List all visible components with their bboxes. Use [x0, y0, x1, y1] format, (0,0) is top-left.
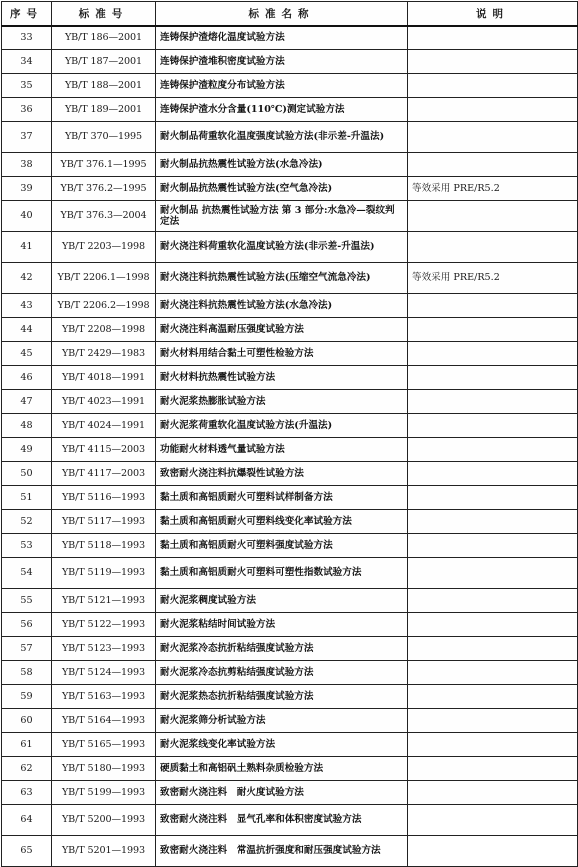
row-standard-name: 耐火材料用结合黏土可塑性检验方法 — [156, 342, 408, 366]
row-note — [408, 318, 578, 342]
row-standard-code: YB/T 5124—1993 — [52, 661, 156, 685]
row-note — [408, 201, 578, 232]
row-note: 等效采用 PRE/R5.2 — [408, 263, 578, 294]
row-note — [408, 366, 578, 390]
row-standard-code: YB/T 5119—1993 — [52, 558, 156, 589]
row-standard-code: YB/T 4018—1991 — [52, 366, 156, 390]
table-row — [2, 390, 578, 414]
table-row — [2, 805, 578, 836]
row-note — [408, 534, 578, 558]
table-row — [2, 318, 578, 342]
row-standard-name: 耐火泥浆热膨胀试验方法 — [156, 390, 408, 414]
row-standard-name: 耐火浇注料抗热震性试验方法(压缩空气流急冷法) — [156, 263, 408, 294]
row-index: 60 — [2, 709, 52, 733]
row-standard-code: YB/T 376.3—2004 — [52, 201, 156, 232]
row-index: 33 — [2, 26, 52, 50]
row-standard-code: YB/T 5165—1993 — [52, 733, 156, 757]
row-index: 56 — [2, 613, 52, 637]
table-row — [2, 294, 578, 318]
table-row — [2, 26, 578, 50]
table-row — [2, 98, 578, 122]
row-standard-code: YB/T 4115—2003 — [52, 438, 156, 462]
row-standard-code: YB/T 4024—1991 — [52, 414, 156, 438]
row-index: 51 — [2, 486, 52, 510]
row-standard-name: 黏土质和高铝质耐火可塑料试样制备方法 — [156, 486, 408, 510]
row-standard-code: YB/T 5200—1993 — [52, 805, 156, 836]
table-row — [2, 438, 578, 462]
row-standard-code: YB/T 2206.2—1998 — [52, 294, 156, 318]
row-standard-code: YB/T 376.2—1995 — [52, 177, 156, 201]
row-index: 55 — [2, 589, 52, 613]
header-name: 标准名称 — [156, 2, 408, 26]
table-row — [2, 781, 578, 805]
header-note: 说明 — [408, 2, 578, 26]
row-note — [408, 781, 578, 805]
row-index: 47 — [2, 390, 52, 414]
row-index: 46 — [2, 366, 52, 390]
row-standard-code: YB/T 5180—1993 — [52, 757, 156, 781]
table-row — [2, 462, 578, 486]
row-standard-name: 耐火制品 抗热震性试验方法 第 3 部分:水急冷—裂纹判定法 — [156, 201, 408, 232]
table-row — [2, 661, 578, 685]
row-note — [408, 98, 578, 122]
table-row — [2, 709, 578, 733]
header-code: 标准号 — [52, 2, 156, 26]
table-row — [2, 589, 578, 613]
row-note — [408, 613, 578, 637]
table-row — [2, 733, 578, 757]
row-standard-name: 耐火泥浆荷重软化温度试验方法(升温法) — [156, 414, 408, 438]
row-note — [408, 757, 578, 781]
row-standard-name: 连铸保护渣堆积密度试验方法 — [156, 50, 408, 74]
table-row — [2, 558, 578, 589]
standards-table — [1, 1, 578, 867]
table-header — [2, 2, 578, 26]
row-standard-code: YB/T 186—2001 — [52, 26, 156, 50]
table-row — [2, 510, 578, 534]
row-note — [408, 462, 578, 486]
row-standard-name: 耐火浇注料高温耐压强度试验方法 — [156, 318, 408, 342]
row-standard-name: 功能耐火材料透气量试验方法 — [156, 438, 408, 462]
row-standard-code: YB/T 2429—1983 — [52, 342, 156, 366]
row-note — [408, 390, 578, 414]
row-index: 42 — [2, 263, 52, 294]
table-body — [2, 26, 578, 867]
table-row — [2, 342, 578, 366]
row-index: 36 — [2, 98, 52, 122]
row-note — [408, 294, 578, 318]
row-standard-name: 耐火制品抗热震性试验方法(水急冷法) — [156, 153, 408, 177]
row-note — [408, 232, 578, 263]
row-standard-name: 耐火材料抗热震性试验方法 — [156, 366, 408, 390]
row-standard-name: 致密耐火浇注料 耐火度试验方法 — [156, 781, 408, 805]
table-row — [2, 836, 578, 867]
row-standard-code: YB/T 376.1—1995 — [52, 153, 156, 177]
row-index: 45 — [2, 342, 52, 366]
row-standard-name: 耐火制品抗热震性试验方法(空气急冷法) — [156, 177, 408, 201]
row-index: 43 — [2, 294, 52, 318]
table-row — [2, 74, 578, 98]
table-row — [2, 637, 578, 661]
row-note — [408, 589, 578, 613]
row-standard-code: YB/T 2206.1—1998 — [52, 263, 156, 294]
row-note — [408, 558, 578, 589]
row-index: 34 — [2, 50, 52, 74]
row-index: 58 — [2, 661, 52, 685]
row-note — [408, 438, 578, 462]
row-standard-code: YB/T 188—2001 — [52, 74, 156, 98]
row-standard-name: 黏土质和高铝质耐火可塑料强度试验方法 — [156, 534, 408, 558]
table-row — [2, 122, 578, 153]
row-index: 41 — [2, 232, 52, 263]
row-standard-name: 耐火泥浆稠度试验方法 — [156, 589, 408, 613]
row-standard-name: 耐火制品荷重软化温度强度试验方法(非示差-升温法) — [156, 122, 408, 153]
table-row — [2, 153, 578, 177]
row-standard-code: YB/T 5121—1993 — [52, 589, 156, 613]
row-standard-name: 耐火泥浆粘结时间试验方法 — [156, 613, 408, 637]
row-standard-name: 耐火浇注料荷重软化温度试验方法(非示差-升温法) — [156, 232, 408, 263]
row-index: 52 — [2, 510, 52, 534]
row-note — [408, 26, 578, 50]
row-standard-code: YB/T 5118—1993 — [52, 534, 156, 558]
row-index: 64 — [2, 805, 52, 836]
row-index: 53 — [2, 534, 52, 558]
table-row — [2, 534, 578, 558]
row-standard-code: YB/T 5122—1993 — [52, 613, 156, 637]
row-note — [408, 685, 578, 709]
row-note — [408, 414, 578, 438]
table-row — [2, 201, 578, 232]
table-row — [2, 757, 578, 781]
row-index: 65 — [2, 836, 52, 867]
row-note — [408, 486, 578, 510]
row-standard-code: YB/T 187—2001 — [52, 50, 156, 74]
header-row — [2, 2, 578, 26]
row-index: 62 — [2, 757, 52, 781]
header-index: 序号 — [2, 2, 52, 26]
row-note — [408, 510, 578, 534]
table-row — [2, 177, 578, 201]
row-standard-name: 连铸保护渣熔化温度试验方法 — [156, 26, 408, 50]
row-note — [408, 733, 578, 757]
row-standard-name: 硬质黏土和高铝矾土熟料杂质检验方法 — [156, 757, 408, 781]
table-row — [2, 486, 578, 510]
row-standard-name: 耐火泥浆冷态抗折粘结强度试验方法 — [156, 637, 408, 661]
row-standard-code: YB/T 5199—1993 — [52, 781, 156, 805]
row-standard-code: YB/T 4023—1991 — [52, 390, 156, 414]
row-standard-code: YB/T 4117—2003 — [52, 462, 156, 486]
row-note — [408, 50, 578, 74]
row-index: 44 — [2, 318, 52, 342]
row-index: 54 — [2, 558, 52, 589]
row-index: 38 — [2, 153, 52, 177]
row-index: 63 — [2, 781, 52, 805]
row-standard-name: 致密耐火浇注料抗爆裂性试验方法 — [156, 462, 408, 486]
row-note — [408, 122, 578, 153]
row-note — [408, 661, 578, 685]
table-row — [2, 50, 578, 74]
row-note — [408, 805, 578, 836]
row-standard-name: 耐火浇注料抗热震性试验方法(水急冷法) — [156, 294, 408, 318]
row-standard-code: YB/T 2203—1998 — [52, 232, 156, 263]
row-note — [408, 153, 578, 177]
row-standard-code: YB/T 5163—1993 — [52, 685, 156, 709]
row-standard-name: 黏土质和高铝质耐火可塑料线变化率试验方法 — [156, 510, 408, 534]
table-row — [2, 366, 578, 390]
row-standard-name: 黏土质和高铝质耐火可塑料可塑性指数试验方法 — [156, 558, 408, 589]
row-standard-name: 致密耐火浇注料 显气孔率和体积密度试验方法 — [156, 805, 408, 836]
row-note — [408, 74, 578, 98]
row-standard-code: YB/T 5201—1993 — [52, 836, 156, 867]
row-note — [408, 637, 578, 661]
row-index: 59 — [2, 685, 52, 709]
row-index: 37 — [2, 122, 52, 153]
row-index: 50 — [2, 462, 52, 486]
row-note — [408, 709, 578, 733]
row-standard-code: YB/T 5117—1993 — [52, 510, 156, 534]
row-standard-code: YB/T 5116—1993 — [52, 486, 156, 510]
row-standard-name: 耐火泥浆热态抗折粘结强度试验方法 — [156, 685, 408, 709]
row-standard-name: 耐火泥浆线变化率试验方法 — [156, 733, 408, 757]
row-standard-code: YB/T 370—1995 — [52, 122, 156, 153]
row-index: 40 — [2, 201, 52, 232]
table-row — [2, 613, 578, 637]
row-index: 48 — [2, 414, 52, 438]
table-row — [2, 414, 578, 438]
row-standard-name: 连铸保护渣水分含量(110℃)测定试验方法 — [156, 98, 408, 122]
row-standard-name: 耐火泥浆冷态抗剪粘结强度试验方法 — [156, 661, 408, 685]
row-standard-code: YB/T 189—2001 — [52, 98, 156, 122]
row-note: 等效采用 PRE/R5.2 — [408, 177, 578, 201]
row-standard-name: 致密耐火浇注料 常温抗折强度和耐压强度试验方法 — [156, 836, 408, 867]
row-note — [408, 342, 578, 366]
table-row — [2, 232, 578, 263]
row-standard-name: 连铸保护渣粒度分布试验方法 — [156, 74, 408, 98]
row-index: 39 — [2, 177, 52, 201]
table-row — [2, 685, 578, 709]
row-standard-code: YB/T 5123—1993 — [52, 637, 156, 661]
row-index: 49 — [2, 438, 52, 462]
row-standard-code: YB/T 5164—1993 — [52, 709, 156, 733]
row-index: 35 — [2, 74, 52, 98]
row-note — [408, 836, 578, 867]
table-row — [2, 263, 578, 294]
row-index: 61 — [2, 733, 52, 757]
row-standard-code: YB/T 2208—1998 — [52, 318, 156, 342]
row-standard-name: 耐火泥浆筛分析试验方法 — [156, 709, 408, 733]
row-index: 57 — [2, 637, 52, 661]
